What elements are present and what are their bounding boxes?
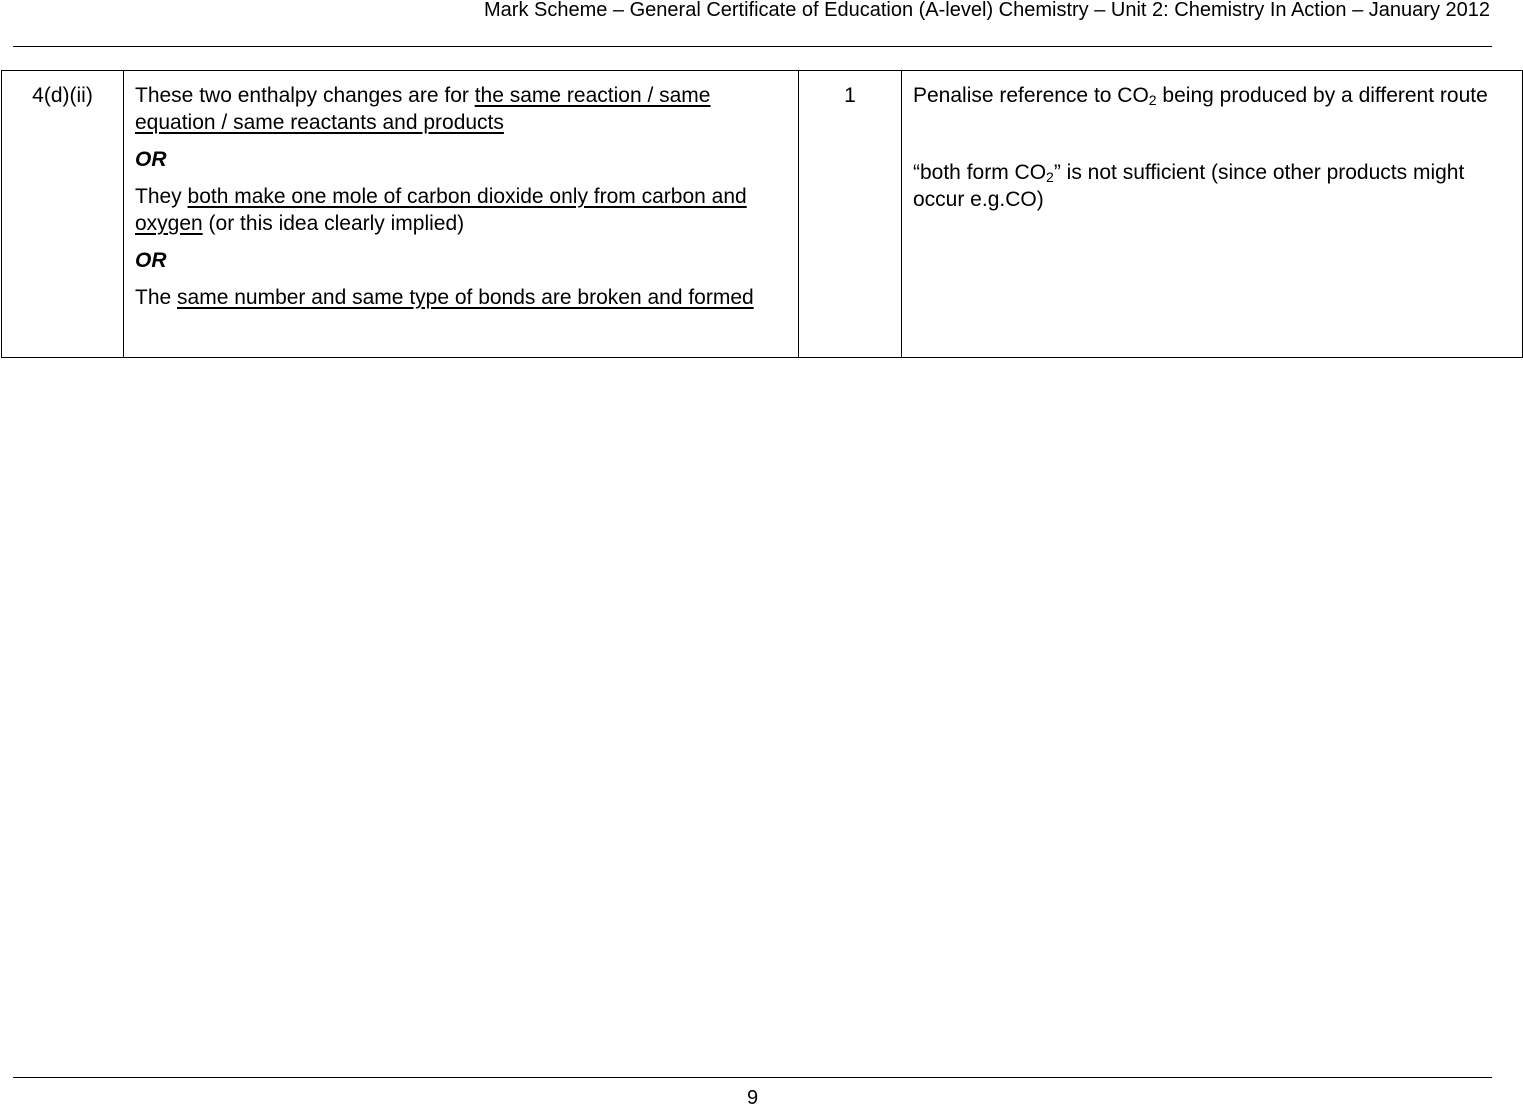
or-separator: OR — [135, 148, 167, 171]
answer-option-1 — [135, 82, 787, 136]
answer-text: The — [135, 286, 178, 309]
answer-key-phrase: both make one mole of carbon dioxide only from carbon and oxygen — [135, 185, 747, 235]
comment-text: “both form CO — [913, 161, 1047, 184]
comment-text: being produced by a different route — [1156, 84, 1488, 107]
comment-text: Penalise reference to CO — [913, 84, 1149, 107]
mark-scheme-table — [1, 70, 1523, 358]
question-number: 4(d)(ii) — [32, 84, 93, 107]
page-header: Mark Scheme – General Certificate of Education (A-level) Chemistry – Unit 2: Chemistry In Action – January 2012 — [484, 0, 1490, 21]
table-row — [2, 71, 1523, 358]
answer-text: (or this idea clearly implied) — [202, 212, 465, 235]
answer-key-phrase: same number and same type of bonds are broken and formed — [177, 286, 754, 309]
marks-cell — [799, 71, 902, 358]
subscript: 2 — [1148, 92, 1157, 108]
header-rule — [13, 46, 1492, 47]
subscript: 2 — [1046, 169, 1054, 185]
or-separator: OR — [135, 249, 167, 272]
comment-1 — [913, 82, 1511, 109]
answer-cell — [124, 71, 799, 358]
page-number: 9 — [746, 1087, 759, 1109]
answer-key-phrase: the same reaction / same equation / same reactants and products — [135, 84, 711, 134]
answer-option-2 — [135, 183, 787, 237]
marks-value: 1 — [844, 84, 856, 107]
footer-rule — [13, 1077, 1492, 1078]
answer-option-3 — [135, 284, 787, 311]
comments-cell — [902, 71, 1523, 358]
comment-2 — [913, 159, 1511, 213]
question-number-cell — [2, 71, 124, 358]
answer-text: These two enthalpy changes are for — [135, 84, 475, 107]
answer-text: They — [135, 185, 188, 208]
comment-text: ” is not sufficient (since other products might occur e.g.CO) — [913, 161, 1465, 211]
